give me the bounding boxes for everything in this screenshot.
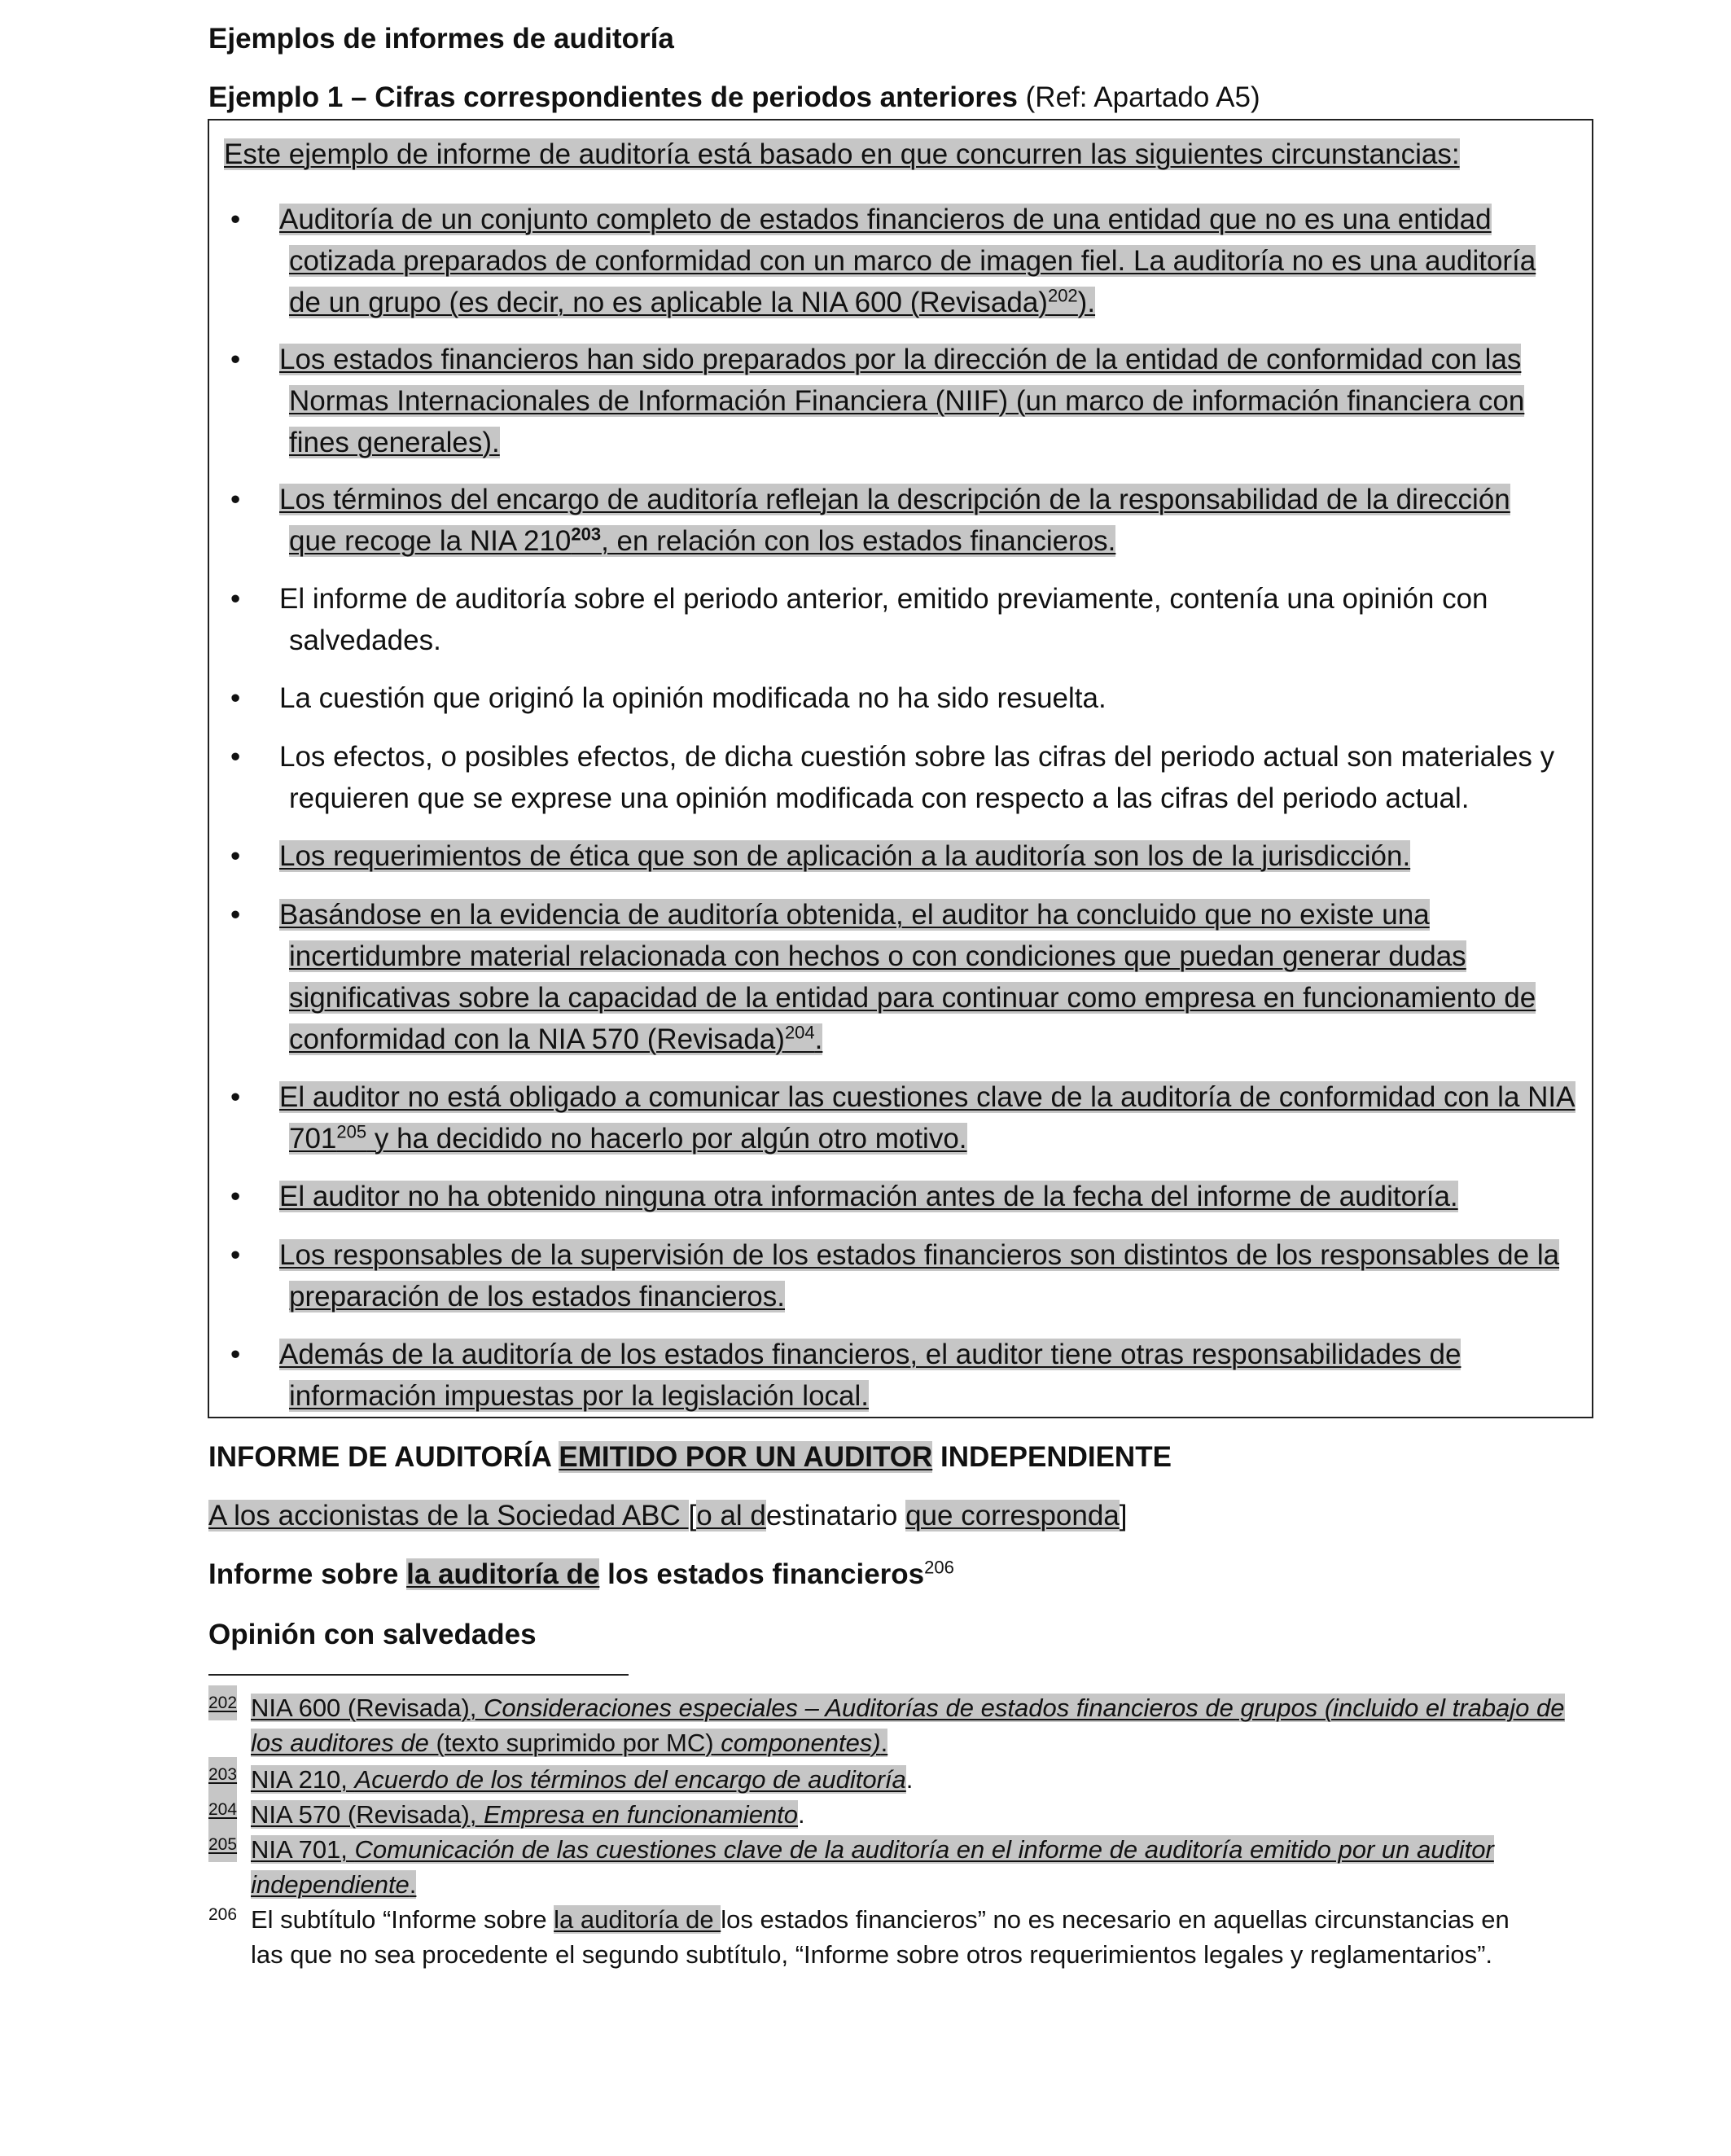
bullet-item: • El informe de auditoría sobre el periodo anterior, emitido previamente, contenía una opinión con salvedades. <box>230 583 1488 656</box>
opinion-heading: Opinión con salvedades <box>208 1619 537 1650</box>
example-title: Ejemplo 1 – Cifras correspondientes de periodos anteriores <box>208 81 1018 113</box>
addressee-line: A los accionistas de la Sociedad ABC [o al destinatario que corresponda] <box>208 1500 1128 1532</box>
example-heading <box>208 81 1260 114</box>
footnote-206: 206 El subtítulo “Informe sobre la auditoría de los estados financieros” no es necesario en aquellas circunstancias en las que no sea procedente el segundo subtítulo, “Informe sobre otros requerimientos legales y reglamentarios”. <box>208 1905 1510 1969</box>
bullet-item: • El auditor no está obligado a comunicar las cuestiones clave de la auditoría de conformidad con la NIA $701^{205}$ y ha decidido no hacerlo por algún otro motivo. <box>230 1081 1575 1155</box>
box-intro: Este ejemplo de informe de auditoría está basado en que concurren las siguientes circunstancias: <box>224 138 1460 170</box>
footnote-203: 203 NIA 210, Acuerdo de los términos del encargo de auditoría. <box>208 1762 1584 1797</box>
bullet-item: • La cuestión que originó la opinión modificada no ha sido resuelta. <box>230 682 1107 714</box>
circumstances-box <box>208 119 1593 1418</box>
bullet-item: • Basándose en la evidencia de auditoría obtenida, el auditor ha concluido que no existe una incertidumbre material relacionada con hechos o con condiciones que puedan generar dudas significativas sobre la capacidad de la entidad para continuar como empresa en funcionamiento de conformidad con la NIA 570 (Revisada)$^{204}$. <box>230 899 1536 1055</box>
report-subheading: Informe sobre la auditoría de los estados financieros$^{206}$ <box>208 1557 954 1590</box>
bullet-item: • El auditor no ha obtenido ninguna otra información antes de la fecha del informe de auditoría. <box>230 1181 1458 1212</box>
document-title: Ejemplos de informes de auditoría <box>208 23 674 55</box>
bullet-item: • Los efectos, o posibles efectos, de dicha cuestión sobre las cifras del periodo actual son materiales y requieren que se exprese una opinión modificada con respecto a las cifras del periodo actual. <box>230 741 1555 814</box>
bullet-item: • Los responsables de la supervisión de los estados financieros son distintos de los responsables de la preparación de los estados financieros. <box>230 1239 1560 1312</box>
bullet-item: • Los estados financieros han sido preparados por la dirección de la entidad de conformidad con las Normas Internacionales de Información Financiera (NIIF) (un marco de información financiera con fines generales). <box>230 344 1525 458</box>
footnote-204: 204 NIA 570 (Revisada), Empresa en funcionamiento. <box>208 1797 1584 1832</box>
footnote-202: 202 NIA 600 (Revisada), Consideraciones especiales – Auditorías de estados financieros de grupos (incluido el trabajo de los auditores de (texto suprimido por MC) componentes). <box>208 1690 1584 1760</box>
bullet-item: • Auditoría de un conjunto completo de estados financieros de una entidad que no es una entidad cotizada preparados de conformidad con un marco de imagen fiel. La auditoría no es una auditoría de un grupo (es decir, no es aplicable la NIA 600 (Revisada)$^{202}$). <box>224 199 1575 323</box>
bullet-item: • Los términos del encargo de auditoría reflejan la descripción de la responsabilidad de la dirección que recoge la NIA $210^{203}$, en relación con los estados financieros. <box>230 484 1510 557</box>
example-ref: (Ref: Apartado A5) <box>1017 81 1260 113</box>
footnote-separator <box>208 1674 629 1676</box>
report-heading: INFORME DE AUDITORÍA EMITIDO POR UN AUDITOR INDEPENDIENTE <box>208 1441 1172 1473</box>
footnote-205: 205 NIA 701, Comunicación de las cuestiones clave de la auditoría en el informe de auditoría emitido por un auditor independiente. <box>208 1832 1584 1902</box>
bullet-item: • Los requerimientos de ética que son de aplicación a la auditoría son los de la jurisdicción. <box>230 840 1411 872</box>
bullet-item: • Además de la auditoría de los estados financieros, el auditor tiene otras responsabilidades de información impuestas por la legislación local. <box>230 1339 1461 1412</box>
bullet-symbol: • <box>230 204 241 235</box>
